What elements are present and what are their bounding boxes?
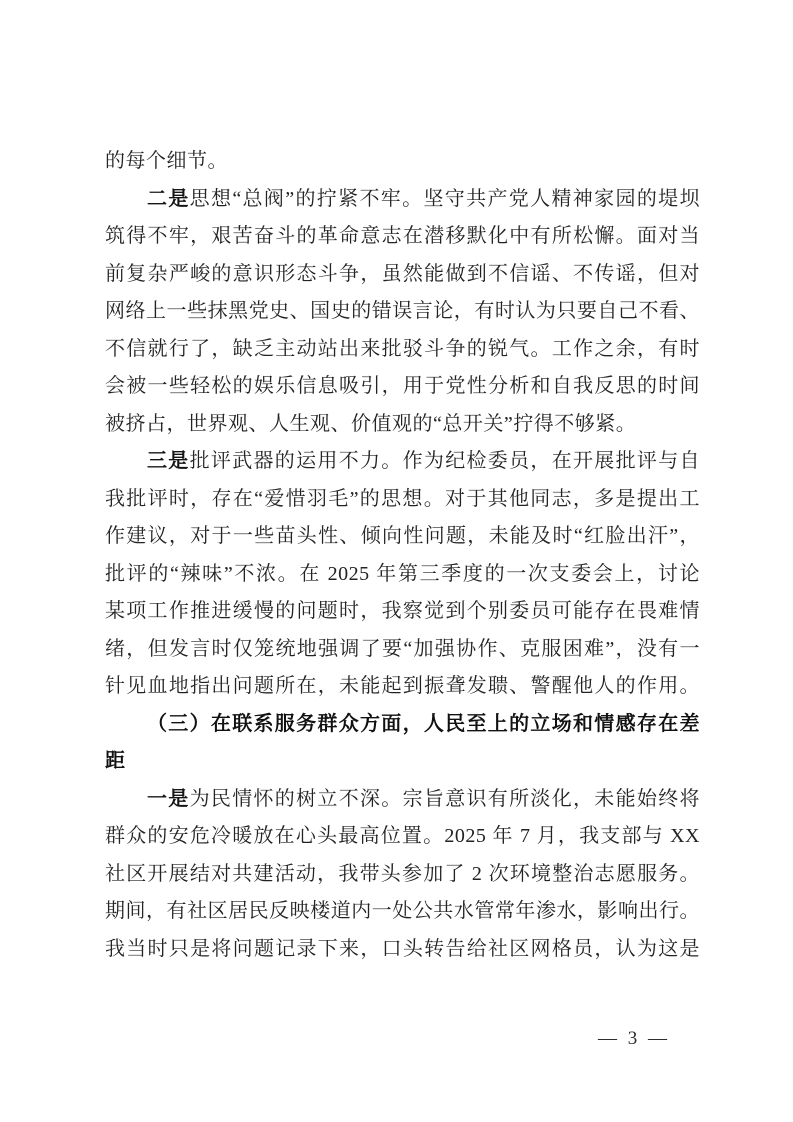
line-text: 思想“总阀”的拧紧不牢。坚守共产党人精神家园的堤坝	[189, 187, 700, 210]
body-text-line	[105, 143, 700, 181]
line-text: 被挤占，世界观、人生观、价值观的“总开关”拧得不够紧。	[105, 412, 637, 435]
line-text: 批评的“辣味”不浓。在 2025 年第三季度的一次支委会上，讨论	[105, 562, 700, 585]
line-text: 作建议，对于一些苗头性、倾向性问题，未能及时“红脸出汗”，	[105, 525, 700, 547]
body-text-line	[105, 256, 700, 294]
body-text-line	[105, 668, 700, 706]
line-text: 群众的安危冷暖放在心头最高位置。2025 年 7 月，我支部与 XX	[105, 825, 700, 847]
body-text-line	[105, 931, 700, 969]
line-text: 会被一些轻松的娱乐信息吸引，用于党性分析和自我反思的时间	[105, 375, 700, 397]
line-text: 距	[105, 750, 126, 772]
line-text: 前复杂严峻的意识形态斗争，虽然能做到不信谣、不传谣，但对	[105, 262, 700, 285]
section-heading-line	[105, 743, 700, 781]
body-text-line	[105, 856, 700, 894]
line-text: 社区开展结对共建活动，我带头参加了 2 次环境整治志愿服务。	[105, 862, 700, 885]
body-text-line	[105, 893, 700, 931]
body-text-line	[105, 406, 700, 444]
line-text: 的每个细节。	[105, 150, 228, 172]
body-text-line	[105, 181, 700, 219]
line-text: 为民情怀的树立不深。宗旨意识有所淡化，未能始终将	[189, 787, 701, 810]
lead-in-bold: 三是	[147, 450, 190, 472]
body-text-line	[105, 331, 700, 369]
line-text: 批评武器的运用不力。作为纪检委员，在开展批评与自	[189, 450, 701, 472]
body-text-line	[105, 293, 700, 331]
lead-in-bold: 二是	[147, 187, 190, 210]
page-number: — 3 —	[598, 1028, 670, 1049]
body-text-line	[105, 518, 700, 556]
line-text: 我当时只是将问题记录下来，口头转告给社区网格员，认为这是	[105, 937, 700, 960]
line-text: 筑得不牢，艰苦奋斗的革命意志在潜移默化中有所松懈。面对当	[105, 225, 700, 247]
line-text: 不信就行了，缺乏主动站出来批驳斗争的锐气。工作之余，有时	[105, 337, 700, 360]
line-text: 针见血地指出问题所在，未能起到振聋发聩、警醒他人的作用。	[105, 675, 700, 697]
document-body	[105, 143, 700, 968]
body-text-line	[105, 556, 700, 594]
line-text: 绪，但发言时仅笼统地强调了要“加强协作、克服困难”，没有一	[105, 637, 700, 660]
body-text-line	[105, 631, 700, 669]
line-text: （三）在联系服务群众方面，人民至上的立场和情感存在差	[147, 712, 700, 735]
document-lines	[105, 143, 700, 968]
line-text: 网络上一些抹黑党史、国史的错误言论，有时认为只要自己不看、	[105, 300, 700, 322]
body-text-line	[105, 481, 700, 519]
body-text-line	[105, 368, 700, 406]
line-text: 我批评时，存在“爱惜羽毛”的思想。对于其他同志，多是提出工	[105, 487, 700, 510]
body-text-line	[105, 818, 700, 856]
body-text-line	[105, 781, 700, 819]
line-text: 期间，有社区居民反映楼道内一处公共水管常年渗水，影响出行。	[105, 900, 700, 922]
body-text-line	[105, 218, 700, 256]
lead-in-bold: 一是	[147, 787, 190, 810]
body-text-line	[105, 593, 700, 631]
section-heading-line	[105, 706, 700, 744]
body-text-line	[105, 443, 700, 481]
line-text: 某项工作推进缓慢的问题时，我察觉到个别委员可能存在畏难情	[105, 600, 700, 622]
